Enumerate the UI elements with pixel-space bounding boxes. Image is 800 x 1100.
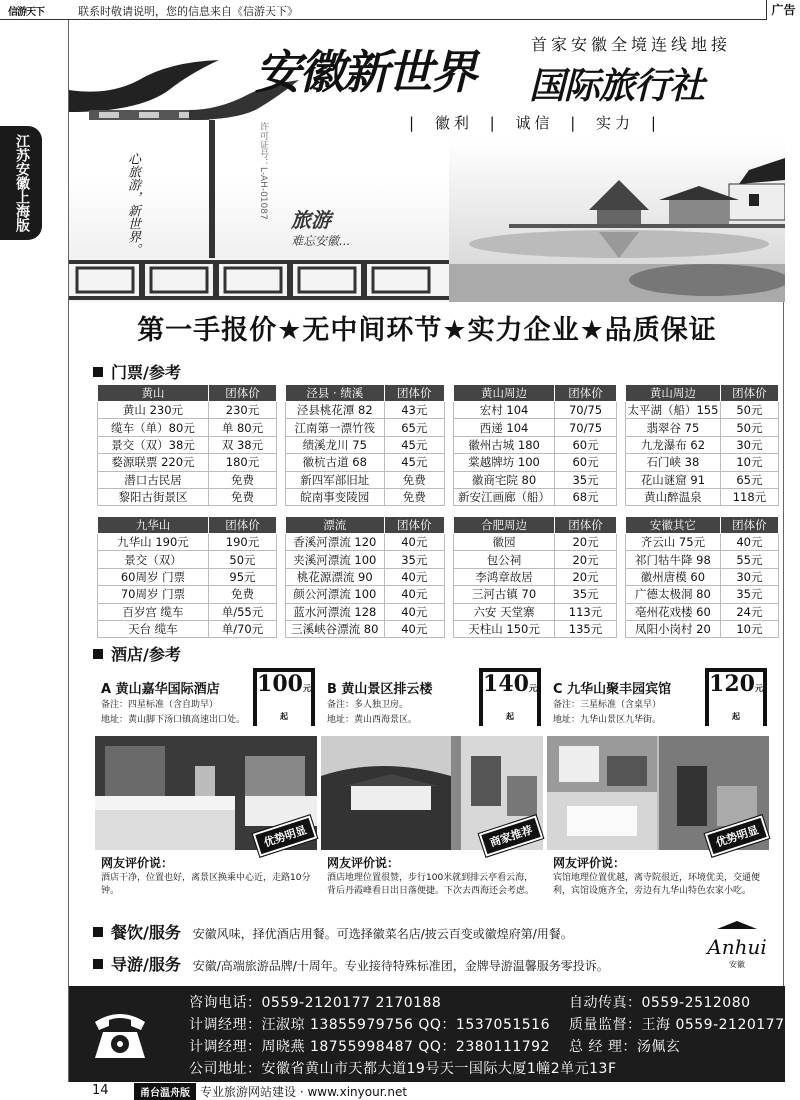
table-row (454, 419, 617, 436)
table-row (286, 419, 445, 436)
guide-service-title: 导游/服务 (93, 955, 181, 974)
attraction-cell: 60周岁 门票 (98, 568, 209, 585)
anhui-logo (699, 916, 775, 976)
tickets-section-title: 门票/参考 (93, 360, 181, 383)
review-text: 酒店地理位置很赞，步行100米就到排云亭看云海，背后丹霞峰看日出日落便捷。下次去西海还会考虑。 (327, 873, 535, 896)
table-row (286, 534, 445, 551)
region-header: 黄山周边 (626, 385, 721, 402)
price-cell: 40元 (384, 586, 444, 603)
ticket-table (625, 384, 779, 506)
ad-page (68, 20, 784, 1082)
attraction-cell: 包公祠 (454, 551, 555, 568)
table-row (626, 488, 779, 505)
group-price-header: 团体价 (555, 517, 617, 534)
table-row (626, 454, 779, 471)
company-address: 公司地址：安徽省黄山市天都大道19号天一国际大厦1幢2单元13F (189, 1061, 617, 1077)
attraction-cell: 齐云山 75元 (626, 534, 721, 551)
hotel-price: 100元起 (257, 672, 311, 728)
table-row (286, 551, 445, 568)
advantage-stamp: 优势明显 (705, 815, 769, 856)
table-row (98, 534, 277, 551)
hotel-note: 备注：四星标准（含自助早） (101, 700, 219, 710)
table-row (286, 488, 445, 505)
planning-manager-1: 计调经理：汪淑琼 13855979756 QQ：1537051516 (189, 1017, 550, 1033)
price-box (705, 668, 767, 726)
price-cell: 单/55元 (208, 603, 276, 620)
table-row (626, 534, 779, 551)
pillar (209, 120, 215, 260)
price-cell: 43元 (384, 402, 444, 419)
attraction-cell: 蓝水河漂流 128 (286, 603, 385, 620)
attraction-cell: 夹溪河漂流 100 (286, 551, 385, 568)
attraction-cell: 九华山 190元 (98, 534, 209, 551)
hotel-name: C 九华山聚丰园宾馆 (553, 682, 672, 697)
price-cell: 24元 (720, 603, 778, 620)
table-row (286, 402, 445, 419)
price-cell: 40元 (384, 620, 444, 637)
recommend-stamp: 商家推荐 (479, 815, 543, 856)
price-cell: 20元 (555, 551, 617, 568)
price-cell: 双 38元 (208, 436, 276, 453)
table-row (286, 586, 445, 603)
contact-notice: 联系时敬请说明，您的信息来自《信游天下》 (78, 5, 298, 18)
attraction-cell: 棠越牌坊 100 (454, 454, 555, 471)
attraction-cell: 九龙瀑布 62 (626, 436, 721, 453)
price-cell: 230元 (208, 402, 276, 419)
price-cell: 55元 (720, 551, 778, 568)
price-cell: 35元 (555, 471, 617, 488)
ticket-table (625, 516, 779, 638)
attraction-cell: 六安 天堂寨 (454, 603, 555, 620)
price-cell: 50元 (720, 402, 778, 419)
table-row (626, 586, 779, 603)
price-cell: 20元 (555, 568, 617, 585)
dining-service-title: 餐饮/服务 (93, 923, 181, 942)
table-row (626, 436, 779, 453)
table-row (626, 419, 779, 436)
price-cell: 10元 (720, 454, 778, 471)
attraction-cell: 黎阳古街景区 (98, 488, 209, 505)
table-row (454, 551, 617, 568)
group-price-header: 团体价 (555, 385, 617, 402)
group-price-header: 团体价 (384, 517, 444, 534)
price-cell: 65元 (720, 471, 778, 488)
table-row (286, 471, 445, 488)
price-cell: 免费 (208, 471, 276, 488)
hotel-name: A 黄山嘉华国际酒店 (101, 682, 220, 697)
attraction-cell: 徽商宅院 80 (454, 471, 555, 488)
headline: 第一手报价★无中间环节★实力企业★品质保证 (137, 315, 717, 346)
attraction-cell: 祁门牯牛降 98 (626, 551, 721, 568)
price-cell: 40元 (384, 568, 444, 585)
attraction-cell: 徽州唐模 60 (626, 568, 721, 585)
hotel-section-title: 酒店/参考 (93, 642, 181, 665)
table-row (98, 436, 277, 453)
price-cell: 40元 (384, 534, 444, 551)
group-price-header: 团体价 (720, 385, 778, 402)
attraction-cell: 江南第一漂竹筏 (286, 419, 385, 436)
anhui-logo-sub: 安徽 (729, 960, 745, 969)
hotel-note: 备注：多人独卫房。 (327, 700, 409, 710)
guide-service-text: 安徽/高端旅游品牌/十周年。专业接待特殊标准团，金牌导游温馨服务零投诉。 (192, 959, 609, 973)
table-row (98, 603, 277, 620)
attraction-cell: 凤阳小岗村 20 (626, 620, 721, 637)
ad-label: 广告 (766, 0, 800, 20)
attraction-cell: 景交（双） (98, 551, 209, 568)
ticket-table (453, 516, 617, 638)
price-box (479, 668, 541, 726)
price-cell: 190元 (208, 534, 276, 551)
attraction-cell: 李鸿章故居 (454, 568, 555, 585)
price-cell: 10元 (720, 620, 778, 637)
anhui-logo-word: Anhui (707, 935, 767, 959)
edition-side-tab: 江苏安徽上海版 (0, 126, 42, 240)
table-row (454, 603, 617, 620)
contact-footer (69, 986, 785, 1082)
group-price-header: 团体价 (208, 385, 276, 402)
hotel-note: 备注：三星标准（含桌早） (553, 700, 662, 710)
hotel-card-a (95, 668, 319, 918)
motto-3: 实力 (596, 114, 635, 132)
price-cell: 70/75 (555, 419, 617, 436)
table-row (98, 454, 277, 471)
dining-service (93, 920, 573, 943)
review-text: 宾馆地理位置优越，离寺院很近，环境优美，交通便利，宾馆设施齐全，旁边有九华山特色农家小吃。 (553, 873, 761, 896)
region-header: 漂流 (286, 517, 385, 534)
attraction-cell: 三溪峡谷漂流 80 (286, 620, 385, 637)
auto-fax: 自动传真：0559-2512080 (569, 995, 751, 1011)
publisher-logo: 信游天下 (8, 7, 44, 18)
group-price-header: 团体价 (384, 385, 444, 402)
attraction-cell: 新四军部旧址 (286, 471, 385, 488)
ticket-table (453, 384, 617, 506)
hotel-address: 地址：九华山景区九华街。 (553, 715, 662, 725)
table-row (454, 568, 617, 585)
table-row (454, 620, 617, 637)
top-bar (0, 0, 800, 20)
table-row (454, 454, 617, 471)
attraction-cell: 亳州花戏楼 60 (626, 603, 721, 620)
slogan: 心旅游，新世界。 (125, 152, 140, 256)
table-row (286, 568, 445, 585)
attraction-cell: 泾县桃花潭 82 (286, 402, 385, 419)
general-manager: 总 经 理：汤佩玄 (569, 1039, 681, 1055)
attraction-cell: 花山谜窟 91 (626, 471, 721, 488)
banner (69, 20, 785, 302)
page-number: 14 (92, 1083, 109, 1098)
attraction-cell: 翡翠谷 75 (626, 419, 721, 436)
attraction-cell: 百岁宫 缆车 (98, 603, 209, 620)
attraction-cell: 三河古镇 70 (454, 586, 555, 603)
attraction-cell: 天柱山 150元 (454, 620, 555, 637)
review-text: 酒店干净，位置也好，离景区换乘中心近，走路10分钟。 (101, 873, 311, 896)
lattice-fence (69, 258, 449, 302)
attraction-cell: 潜口古民居 (98, 471, 209, 488)
review-title: 网友评价说： (553, 856, 626, 870)
price-cell: 60元 (555, 454, 617, 471)
bottom-bar (0, 1082, 800, 1100)
quality-supervisor: 质量监督：王海 0559-2120177 (569, 1017, 785, 1033)
hotel-info (327, 698, 417, 728)
price-cell: 68元 (555, 488, 617, 505)
attraction-cell: 皖南事变陵园 (286, 488, 385, 505)
banner-subtitle: 首家安徽全境连线地接 (531, 35, 732, 54)
attraction-cell: 新安江画廊（船） (454, 488, 555, 505)
price-cell: 35元 (384, 551, 444, 568)
hotel-card-b (321, 668, 545, 918)
attraction-cell: 宏村 104 (454, 402, 555, 419)
table-row (626, 471, 779, 488)
region-header: 黄山 (98, 385, 209, 402)
table-row (98, 586, 277, 603)
attraction-cell: 香溪河漂流 120 (286, 534, 385, 551)
price-cell: 118元 (720, 488, 778, 505)
group-price-header: 团体价 (720, 517, 778, 534)
review-title: 网友评价说： (327, 856, 400, 870)
table-row (98, 620, 277, 637)
hotel-card-c (547, 668, 771, 918)
attraction-cell: 缆车（单）80元 (98, 419, 209, 436)
price-cell: 40元 (720, 534, 778, 551)
ticket-table (285, 516, 445, 638)
price-cell: 60元 (555, 436, 617, 453)
price-cell: 50元 (208, 551, 276, 568)
attraction-cell: 婺源联票 220元 (98, 454, 209, 471)
hotel-address: 地址：黄山西海景区。 (327, 715, 418, 725)
table-row (98, 402, 277, 419)
hotel-price: 140元起 (483, 672, 537, 728)
hotel-name: B 黄山景区排云楼 (327, 682, 433, 697)
table-row (626, 551, 779, 568)
price-cell: 65元 (384, 419, 444, 436)
dining-service-text: 安徽风味，择优酒店用餐。可选择徽菜名店/披云百变或徽煌府第/用餐。 (192, 927, 573, 941)
price-cell: 免费 (384, 488, 444, 505)
region-header: 九华山 (98, 517, 209, 534)
advantage-stamp: 优势明显 (253, 815, 317, 856)
table-row (286, 620, 445, 637)
table-row (454, 586, 617, 603)
company-title-sub: 国际旅行社 (529, 66, 705, 107)
price-cell: 30元 (720, 568, 778, 585)
table-row (286, 436, 445, 453)
ticket-table (97, 516, 277, 638)
attraction-cell: 绩溪龙川 75 (286, 436, 385, 453)
motto-1: 徽利 (434, 114, 473, 132)
company-title-main: 安徽新世界 (255, 45, 475, 99)
table-row (286, 603, 445, 620)
travel-brand-mark: 旅游 (291, 208, 331, 232)
group-price-header: 团体价 (208, 517, 276, 534)
hotel-info (553, 698, 661, 728)
attraction-cell: 徽杭古道 68 (286, 454, 385, 471)
attraction-cell: 黄山醉温泉 (626, 488, 721, 505)
table-row (454, 402, 617, 419)
price-cell: 35元 (555, 586, 617, 603)
attraction-cell: 桃花源漂流 90 (286, 568, 385, 585)
price-cell: 免费 (384, 471, 444, 488)
review-title: 网友评价说： (101, 856, 174, 870)
table-row (454, 471, 617, 488)
table-row (98, 568, 277, 585)
table-row (626, 568, 779, 585)
attraction-cell: 广德太极洞 80 (626, 586, 721, 603)
price-cell: 40元 (384, 603, 444, 620)
guide-service (93, 952, 609, 975)
ticket-table (285, 384, 445, 506)
attraction-cell: 西递 104 (454, 419, 555, 436)
table-row (454, 436, 617, 453)
region-header: 安徽其它 (626, 517, 721, 534)
region-header: 泾县 · 绩溪 (286, 385, 385, 402)
motto-2: 诚信 (515, 114, 554, 132)
region-header: 黄山周边 (454, 385, 555, 402)
price-cell: 70/75 (555, 402, 617, 419)
attraction-cell: 石门峡 38 (626, 454, 721, 471)
attraction-cell: 太平湖（船）155 (627, 403, 719, 418)
gate-roof-icon (717, 921, 757, 931)
motto-row: | 徽利 | 诚信 | 实力 | (409, 114, 660, 132)
hotel-address: 地址：黄山脚下汤口镇高速出口处。 (101, 715, 246, 725)
hotel-info (101, 698, 245, 728)
price-cell: 30元 (720, 436, 778, 453)
region-header: 合肥周边 (454, 517, 555, 534)
table-row (626, 603, 779, 620)
table-row (454, 534, 617, 551)
price-cell: 20元 (555, 534, 617, 551)
price-cell: 45元 (384, 436, 444, 453)
consult-phone: 咨询电话：0559-2120177 2170188 (189, 995, 442, 1011)
license-number: 许可证号：L-AH-01087 (258, 122, 268, 220)
attraction-cell: 徽州古城 180 (454, 436, 555, 453)
telephone-icon (91, 1006, 149, 1062)
table-row (98, 488, 277, 505)
attraction-cell: 颜公河漂流 100 (286, 586, 385, 603)
price-cell: 免费 (208, 488, 276, 505)
attraction-cell: 景交（双）38元 (98, 436, 209, 453)
attraction-cell: 70周岁 门票 (98, 586, 209, 603)
price-cell: 50元 (720, 419, 778, 436)
price-cell: 180元 (208, 454, 276, 471)
tagline: 难忘安徽... (291, 234, 351, 248)
attraction-cell: 黄山 230元 (98, 402, 209, 419)
price-cell: 单/70元 (208, 620, 276, 637)
attraction-cell: 天台 缆车 (98, 620, 209, 637)
price-cell: 135元 (555, 620, 617, 637)
price-cell: 35元 (720, 586, 778, 603)
hotel-price: 120元起 (709, 672, 763, 728)
price-cell: 95元 (208, 568, 276, 585)
price-cell: 单 80元 (208, 419, 276, 436)
attraction-cell: 徽园 (454, 534, 555, 551)
price-cell: 免费 (208, 586, 276, 603)
table-row (98, 551, 277, 568)
table-row (98, 419, 277, 436)
edition-label: 甬台温舟版 (134, 1083, 196, 1100)
website-ad: 专业旅游网站建设 · www.xinyour.net (200, 1085, 408, 1099)
table-row (626, 620, 779, 637)
ticket-table (97, 384, 277, 506)
table-row (286, 454, 445, 471)
lake-village-scenery (449, 140, 785, 302)
price-box (253, 668, 315, 726)
price-cell: 113元 (555, 603, 617, 620)
price-cell: 45元 (384, 454, 444, 471)
table-row (454, 488, 617, 505)
table-row (626, 402, 779, 419)
table-row (98, 471, 277, 488)
planning-manager-2: 计调经理：周晓燕 18755998487 QQ：2380111792 (189, 1039, 550, 1055)
